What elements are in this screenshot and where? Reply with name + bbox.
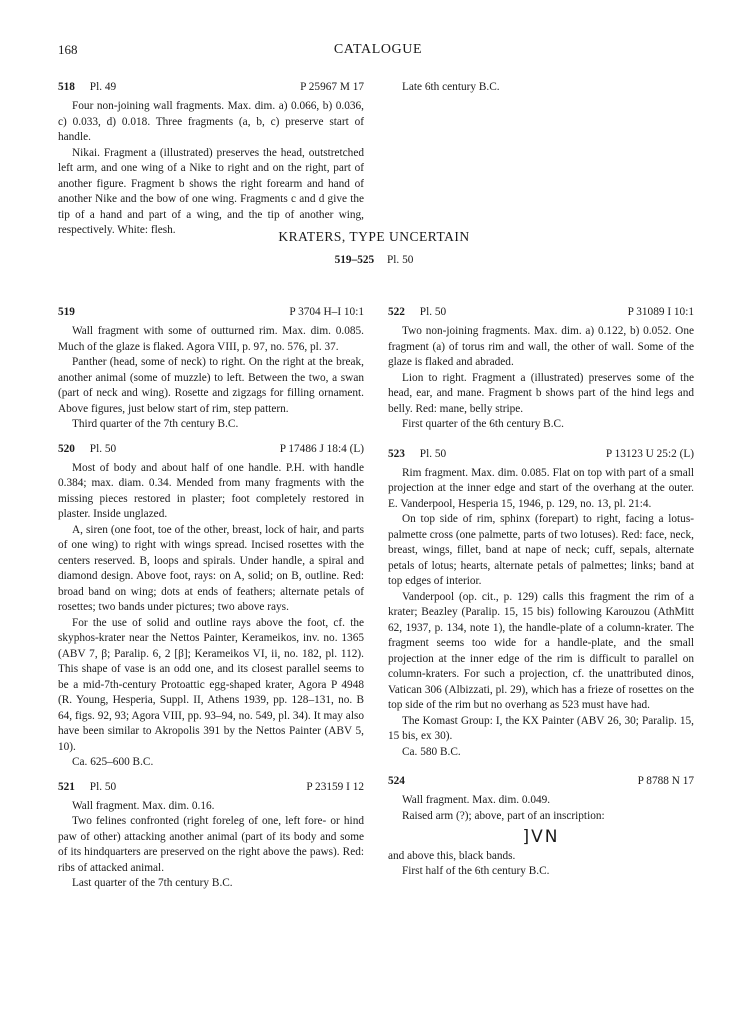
entry-description: Rim fragment. Max. dim. 0.085. Flat on top with part of a small projection at the inner edge and start of the overhang at the outer. E. Vanderpool, Hesperia 15, 1946, p. 129, no. 13, pl. 21:4.: [388, 466, 694, 510]
entry-date: Last quarter of the 7th century B.C.: [72, 877, 233, 889]
entry-header: [388, 305, 694, 321]
right-column: [388, 305, 694, 880]
page-number: 168: [58, 42, 78, 57]
section-title: KRATERS, TYPE UNCERTAIN: [278, 229, 470, 244]
entry-number: 519: [58, 306, 75, 318]
entry-subject: Nikai. Fragment a (illustrated) preserves the head, outstretched left arm, and one wing of a Nike to right and on the right, part of another figure. Fragment b shows the right forearm and hand of another Nike and the bow of one wing. Fragments c and d give the tip of a hand and part of a wing, and the tip of another wing, respectively. White: flesh.: [58, 146, 364, 236]
entry-header: [58, 80, 364, 96]
entry-number: 518: [58, 81, 75, 93]
inventory-number: P 17486 J 18:4 (L): [279, 442, 364, 455]
entry-description: Four non-joining wall fragments. Max. dim. a) 0.066, b) 0.036, c) 0.033, d) 0.018. Three fragments (a, b, c) preserve start of handle.: [58, 100, 364, 143]
entry-description: Wall fragment. Max. dim. 0.16.: [72, 799, 215, 812]
entry-attribution: The Komast Group: I, the KX Painter (ABV 26, 30; Paralip. 15, 15 bis, ex 30).: [388, 714, 694, 742]
plate-ref: Pl. 50: [89, 780, 117, 793]
entry-date: First quarter of the 6th century B.C.: [402, 418, 564, 430]
entry-description: Most of body and about half of one handle. P.H. with handle 0.384; max. diam. 0.34. Mended from many fragments with the missing pieces restored in plaster; foot completely restored in plaster. Inside unglazed.: [58, 461, 364, 520]
entry-comment: Vanderpool (op. cit., p. 129) calls this fragment the rim of a krater; Beazley (Paralip. 15, 15 bis) following Karouzou (AthMitt 62, 1937, p. 134, note 1), the handle-plate of a column-krater. The fragment seems too wide for a handle-plate, and the small projection at the inner edge of the rim is difficult to parallel on column-kraters. For such a projection, cf. the unattributed dinos, Vatican 306 (Albizzati, pl. 29), which has a frieze of rosettes on the top side of the rim but no overhang as 523 must have had.: [388, 590, 694, 711]
entry-after-inscription: and above this, black bands.: [388, 849, 516, 862]
entry-date: Ca. 580 B.C.: [402, 745, 461, 758]
entry-518: [58, 80, 364, 239]
entry-description: Two non-joining fragments. Max. dim. a) 0.122, b) 0.052. One fragment (a) of torus rim and wall, the other of wall. Some of the glaze is flaked and abraded.: [388, 325, 694, 368]
entry-header: [58, 442, 364, 458]
entry-number: 520: [58, 442, 75, 455]
entry-date: Ca. 625–600 B.C.: [72, 756, 154, 768]
entry-subject: Lion to right. Fragment a (illustrated) preserves some of the head, ear, and mane. Fragment b shows part of the hind legs and belly. Red: mane, belly stripe.: [388, 371, 694, 415]
entry-520: [58, 442, 364, 771]
entry-subject: A, siren (one foot, toe of the other, breast, lock of hair, and parts of one wing) to right with wings spread. Incised rosettes with the centers reserved. B, loops and spirals. Under handle, a spiral and diamond design. Above foot, rays: on A, solid; on B, outline. Red: broad band on wing; dots at ends of feathers; alternate petals of rosettes; two bands under pictures; two above rays.: [58, 523, 364, 613]
entry-description: Wall fragment with some of outturned rim. Max. dim. 0.085. Much of the glaze is flaked. Agora VIII, p. 97, no. 576, pl. 37.: [58, 325, 364, 353]
entry-524: [388, 774, 694, 880]
entry-header: [58, 780, 364, 796]
inventory-number: P 13123 U 25:2 (L): [605, 447, 694, 460]
entry-header: [388, 447, 694, 463]
entry-number: 521: [58, 780, 75, 793]
running-head: [58, 42, 698, 62]
inscription: ]VN: [522, 827, 560, 847]
entry-number: 523: [388, 447, 405, 460]
section-plate: Pl. 50: [387, 254, 414, 266]
entry-subject: On top side of rim, sphinx (forepart) to right, facing a lotus-palmette cross (one palmette, parts of two lotuses). Red: face, neck, breast, wings, fillet, band at nape of neck; cuff, sepals, alternate petals of lotus; hearts, alternate petals of palmettes; links; band at top edges of interior.: [388, 513, 694, 587]
plate-ref: Pl. 49: [89, 81, 117, 93]
entry-subject: Raised arm (?); above, part of an inscription:: [402, 809, 605, 822]
plate-ref: Pl. 50: [419, 447, 447, 460]
entry-description: Wall fragment. Max. dim. 0.049.: [402, 794, 551, 806]
entry-522: [388, 305, 694, 433]
entry-header: [388, 774, 694, 790]
section-range-numbers: 519–525: [334, 254, 375, 266]
entry-header: [58, 305, 364, 321]
section-range: [0, 253, 748, 269]
inventory-number: P 3704 H–I 10:1: [289, 306, 364, 318]
inventory-number: P 23159 I 12: [306, 780, 364, 793]
entry-number: 522: [388, 306, 405, 318]
entry-date: First half of the 6th century B.C.: [402, 865, 550, 877]
inventory-number: P 25967 M 17: [300, 81, 364, 93]
entry-date: Third quarter of the 7th century B.C.: [72, 418, 239, 430]
entry-519: [58, 305, 364, 433]
plate-ref: Pl. 50: [89, 442, 117, 455]
inventory-number: P 31089 I 10:1: [627, 306, 694, 318]
entry-date: Late 6th century B.C.: [402, 81, 500, 93]
entry-number: 524: [388, 775, 405, 787]
left-column: [58, 305, 364, 892]
entry-518-continued: [388, 80, 694, 96]
entry-subject: Two felines confronted (right foreleg of one, left fore- or hind paw of other) attacking another animal (part of its body and some of its hindquarters are preserved on the right above the paws). Red: ribs of attacked animal.: [58, 815, 364, 874]
entry-comment: For the use of solid and outline rays above the foot, cf. the skyphos-krater near the Nettos Painter, Kerameikos, inv. no. 1365 (ABV 7, β; Paralip. 6, 2 [β]; Kerameikos VI, ii, no. 182, pl. 112). This shape of vase is an odd one, and its closest parallel seems to be a mid-7th-century Protoattic egg-shaped krater, Agora P 4948 (R. Young, Hesperia, Suppl. II, Athens 1939, pp. 128–131, no. B 64, figs. 92, 93; Agora VIII, pp. 93–94, no. 549, pl. 34). It may also have been similar to Akropolis 391 by the Nettos Painter (ABV 5, 10).: [58, 616, 364, 753]
running-title: CATALOGUE: [333, 42, 423, 57]
entry-subject: Panther (head, some of neck) to right. On the right at the break, another animal (some of muzzle) to left. Between the two, a swan (part of neck and wing). Rosette and zigzags for filling ornament. Above figures, just below start of rim, step pattern.: [58, 356, 364, 415]
entry-523: [388, 447, 694, 761]
plate-ref: Pl. 50: [419, 306, 447, 318]
inventory-number: P 8788 N 17: [637, 775, 694, 787]
entry-521: [58, 780, 364, 892]
